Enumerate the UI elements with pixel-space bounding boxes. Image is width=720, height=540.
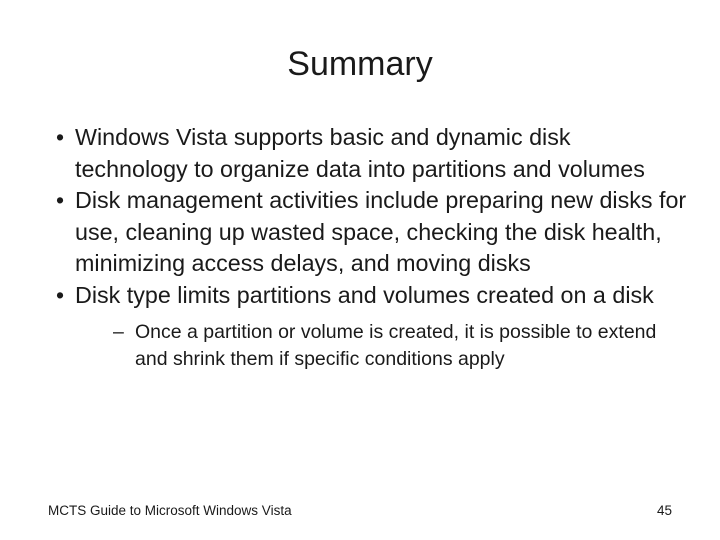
bullet-item [48, 185, 688, 280]
footer-course-title: MCTS Guide to Microsoft Windows Vista [48, 503, 292, 518]
page-number: 45 [656, 503, 672, 518]
bullet-dot-icon: • [56, 124, 65, 150]
bullet-text: Windows Vista supports basic and dynamic disk technology to organize data into partitions and volumes [75, 124, 645, 182]
sub-bullet-text: Once a partition or volume is created, it is possible to extend and shrink them if specific conditions apply [135, 321, 657, 370]
bullet-list [48, 122, 688, 373]
bullet-text: Disk type limits partitions and volumes created on a disk [75, 281, 654, 308]
bullet-item [48, 280, 688, 374]
dash-icon: – [113, 321, 124, 343]
bullet-dot-icon: • [56, 187, 65, 213]
sub-bullet-item [75, 319, 688, 373]
bullet-text: Disk management activities include preparing new disks for use, cleaning up wasted space, checking the disk health, minimizing access delays, and moving disks [75, 187, 687, 276]
bullet-item [48, 122, 688, 185]
bullet-dot-icon: • [56, 281, 65, 308]
sub-bullet-list [75, 319, 688, 373]
slide-title: Summary [287, 45, 433, 83]
